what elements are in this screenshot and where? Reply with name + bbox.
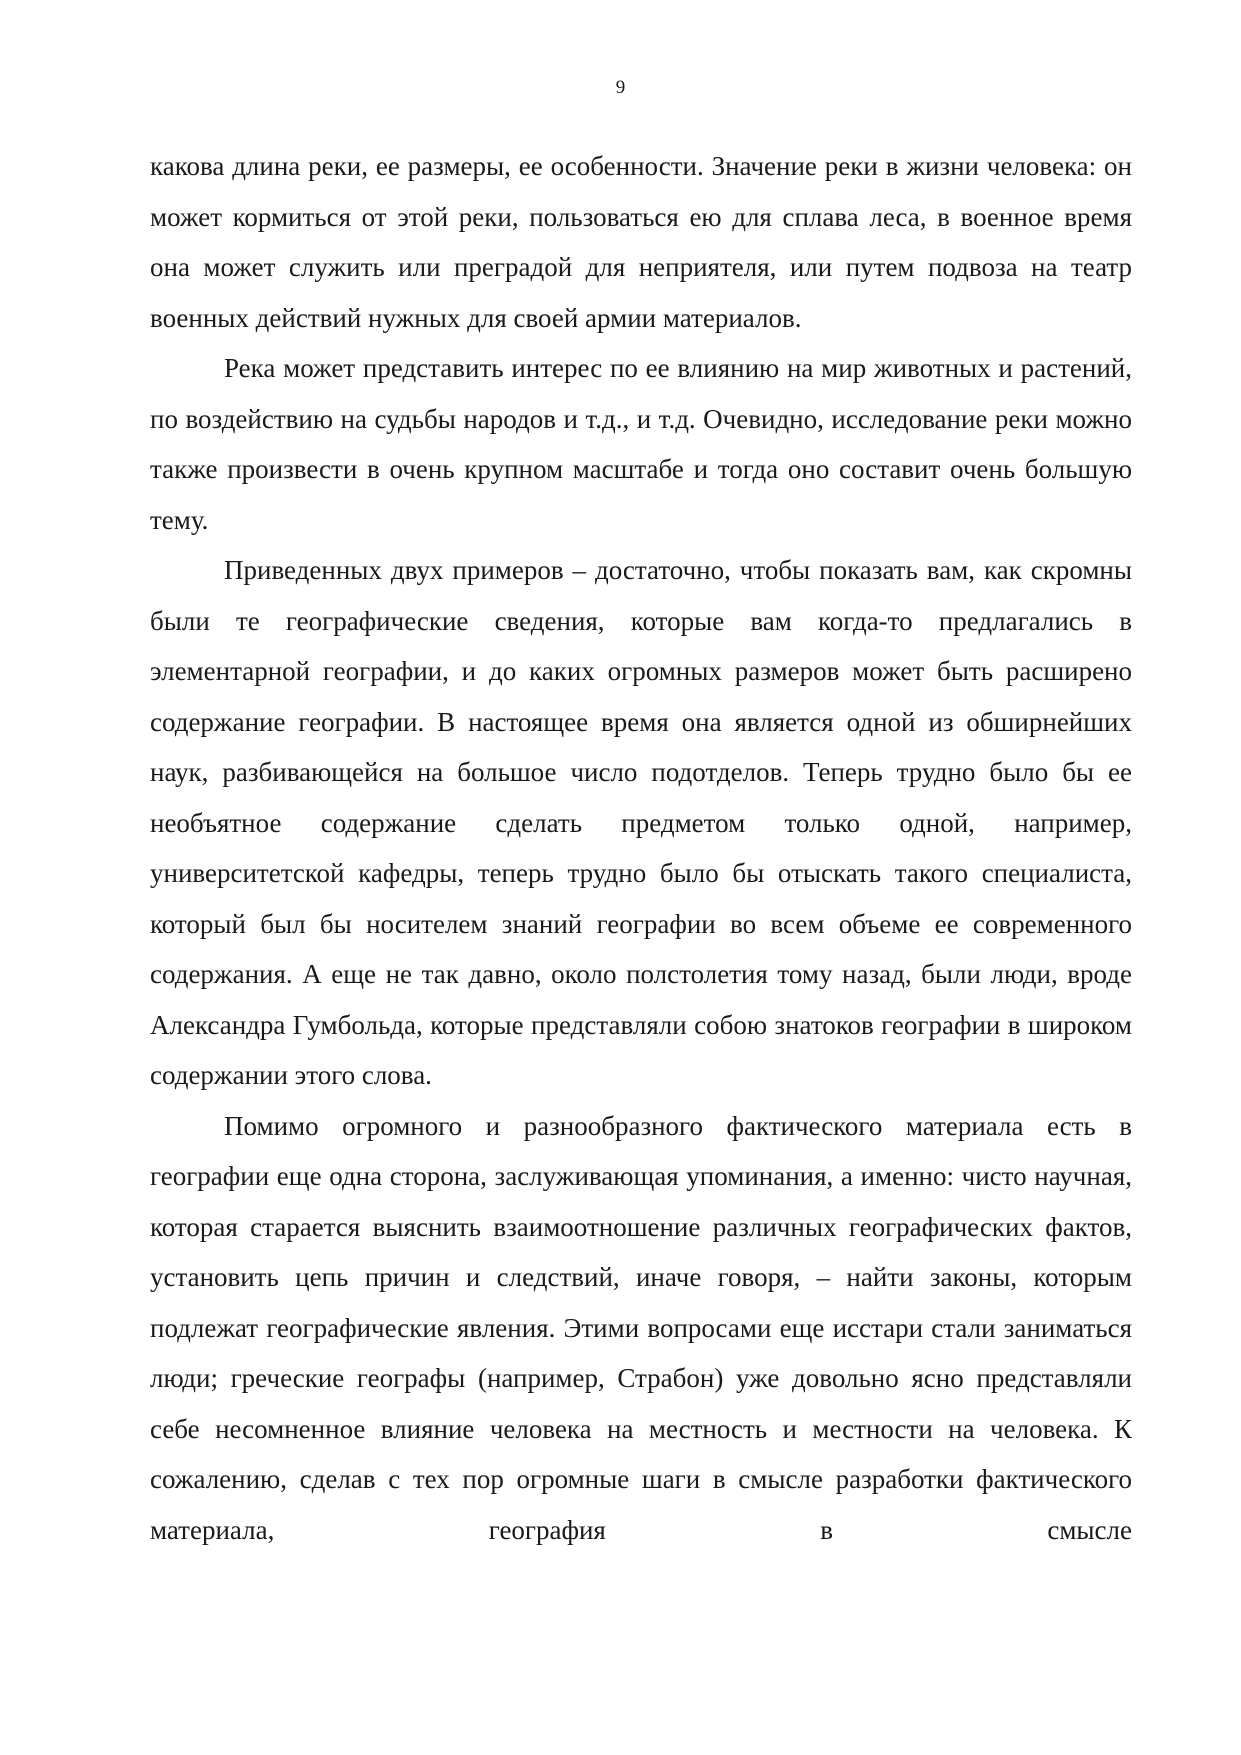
paragraph-4: Помимо огромного и разнообразного фактического материала есть в географии еще одна сторона, заслуживающая упоминания, а именно: чисто научная, которая старается выяснить взаимоотношение различных географических фактов, установить цепь причин и следствий, иначе говоря, – найти законы, которым подлежат географические явления. Этими вопросами еще исстари стали заниматься люди; греческие географы (например, Страбон) уже довольно ясно представляли себе несомненное влияние человека на местность и местности на человека. К сожалению, сделав с тех пор огромные шаги в смысле разработки фактического материала, география в смысле [150, 1110, 1132, 1545]
page-number: 9 [615, 77, 626, 98]
paragraph-2: Река может представить интерес по ее влиянию на мир животных и растений, по воздействию на судьбы народов и т.д., и т.д. Очевидно, исследование реки можно также произвести в очень крупном масштабе и тогда оно составит очень большую тему. [150, 353, 1132, 535]
document-body [150, 141, 1132, 1555]
paragraph-3: Приведенных двух примеров – достаточно, чтобы показать вам, как скромны были те географические сведения, которые вам когда-то предлагались в элементарной географии, и до каких огромных размеров может быть расширено содержание географии. В настоящее время она является одной из обширнейших наук, разбивающейся на большое число подотделов. Теперь трудно было бы ее необъятное содержание сделать предметом только одной, например, университетской кафедры, теперь трудно было бы отыскать такого специалиста, который был бы носителем знаний географии во всем объеме ее современного содержания. А еще не так давно, около полстолетия тому назад, были люди, вроде Александра Гумбольда, которые представляли собою знатоков географии в широком содержании этого слова. [150, 555, 1132, 1090]
paragraph-1: какова длина реки, ее размеры, ее особенности. Значение реки в жизни человека: он может кормиться от этой реки, пользоваться ею для сплава леса, в военное время она может служить или преградой для неприятеля, или путем подвоза на театр военных действий нужных для своей армии материалов. [150, 151, 1132, 333]
